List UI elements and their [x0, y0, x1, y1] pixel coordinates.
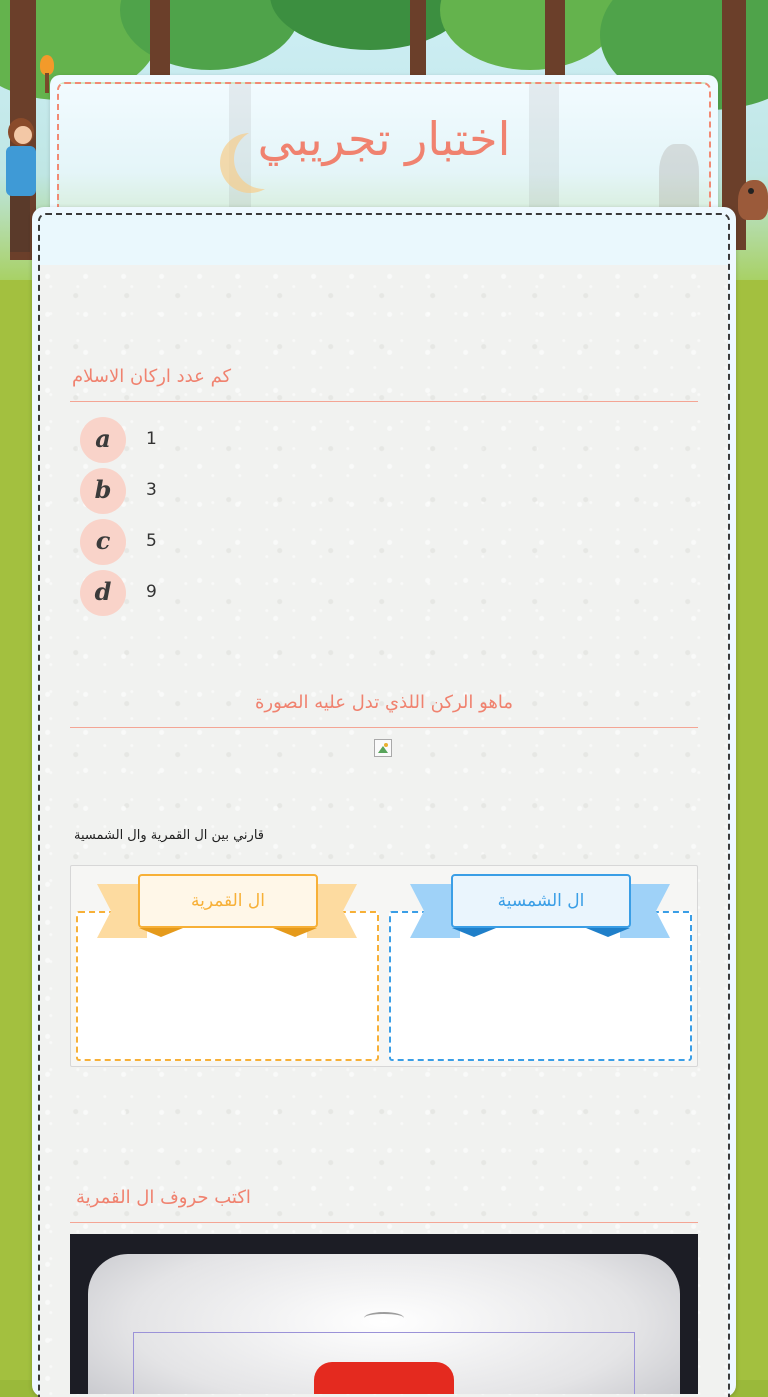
- question-title: اكتب حروف ال القمرية: [76, 1187, 251, 1208]
- question-title: كم عدد اركان الاسلام: [72, 366, 232, 387]
- ribbon-fold: [139, 928, 183, 937]
- question-divider: [70, 1222, 698, 1223]
- answer-option-a[interactable]: [80, 417, 380, 463]
- ribbon-fold: [452, 928, 496, 937]
- option-letter-badge[interactable]: a: [80, 417, 126, 463]
- worksheet-border: [38, 213, 730, 1397]
- question-prompt: قارني بين ال القمرية وال الشمسية: [74, 828, 264, 843]
- option-text[interactable]: 5: [146, 531, 157, 551]
- category-label-qamariya: ال القمرية: [138, 874, 318, 928]
- tree-trunk: [410, 0, 426, 80]
- page-title: اختبار تجريبي: [257, 112, 511, 166]
- question-title: ماهو الركن اللذي تدل عليه الصورة: [254, 692, 514, 713]
- option-letter-badge[interactable]: c: [80, 519, 126, 565]
- worksheet-top-strip: [40, 215, 728, 265]
- ornament-decoration: [364, 1312, 404, 1324]
- play-icon[interactable]: [314, 1362, 454, 1394]
- option-letter-badge[interactable]: d: [80, 570, 126, 616]
- answer-option-d[interactable]: [80, 570, 380, 616]
- question-divider: [70, 401, 698, 402]
- ribbon-fold: [273, 928, 317, 937]
- answer-option-c[interactable]: [80, 519, 380, 565]
- broken-image-icon: [374, 739, 392, 757]
- category-label-shamsiya: ال الشمسية: [451, 874, 631, 928]
- option-text[interactable]: 3: [146, 480, 157, 500]
- option-letter-badge[interactable]: b: [80, 468, 126, 514]
- video-thumbnail[interactable]: [70, 1234, 698, 1394]
- question-divider: [70, 727, 698, 728]
- option-text[interactable]: 1: [146, 429, 157, 449]
- ribbon-fold: [586, 928, 630, 937]
- option-text[interactable]: 9: [146, 582, 157, 602]
- answer-option-b[interactable]: [80, 468, 380, 514]
